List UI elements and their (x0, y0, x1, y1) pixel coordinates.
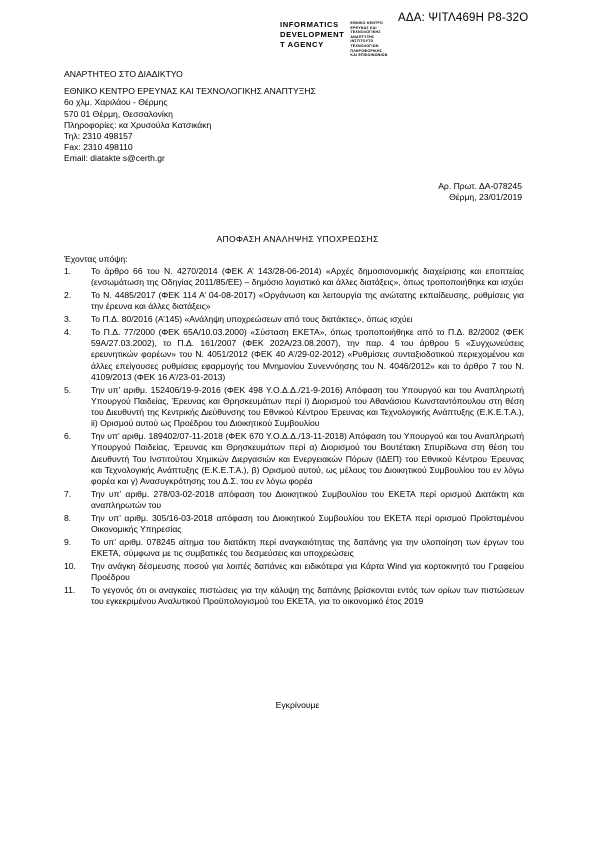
fax: Fax: 2310 498110 (64, 142, 133, 153)
item-number: 4. (64, 326, 72, 337)
list-item (64, 327, 524, 383)
item-number: 6. (64, 431, 72, 442)
item-text: Την υπ’ αριθμ. 189402/07-11-2018 (ΦΕΚ 670 Υ.Ο.Δ.Δ./13-11-2018) Απόφαση του Υπουργού και του Αναπληρωτή Υπουργού Παιδείας, Έρευνας και Θρησκευμάτων περί α) Διορισμού του Βουτέτακη Σπυρίδωνα στη θέση του Διευθυντή Του Ινστιτούτου Χημικών Διεργασιών και Ενεργειακών Πόρων (ΙΔΕΠ) του Εθνικού Κέντρου Έρευνας και Τεχνολογικής Ανάπτυξης (Ε.Κ.Ε.Τ.Α.), β) Ορισμού αυτού, ως μέλους του Διοικητικού Συμβουλίου του εν λόγω φορέα και γ) Ανασυγκρότησης του Δ.Σ. του εν λόγω φορέα (91, 431, 524, 487)
logo-line: INFORMATICS (280, 20, 339, 29)
organization-name: ΕΘΝΙΚΟ ΚΕΝΤΡΟ ΕΡΕΥΝΑΣ ΚΑΙ ΤΕΧΝΟΛΟΓΙΚΗΣ ΑΝΑΠΤΥΞΗΣ (64, 86, 316, 97)
item-text: Την υπ’ αριθμ. 278/03-02-2018 απόφαση του Διοικητικού Συμβουλίου του ΕΚΕΤΑ περί ορισμού Διατάκτη και αναπληρωτών του (91, 488, 524, 511)
document-title: ΑΠΟΦΑΣΗ ΑΝΑΛΗΨΗΣ ΥΠΟΧΡΕΩΣΗΣ (216, 234, 379, 244)
considerations-list (64, 266, 524, 609)
list-item (64, 314, 524, 325)
logo-line: DEVELOPMENT (280, 30, 345, 39)
list-item (64, 290, 524, 313)
list-item (64, 537, 524, 560)
sender-header (64, 69, 316, 165)
address-line: 6ο χλμ. Χαριλάου - Θέρμης (64, 97, 168, 108)
item-number: 7. (64, 488, 72, 499)
list-item (64, 385, 524, 430)
logo-line: T AGENCY (280, 40, 324, 49)
ada-code: ΑΔΑ: ΨΙΤΛ469Η Ρ8-32Ο (398, 12, 529, 24)
approval-statement: Εγκρίνουμε (275, 700, 320, 710)
list-item (64, 489, 524, 512)
contact-person: Πληροφορίες: κα Χρυσούλα Κατσικάκη (64, 119, 212, 130)
item-number: 10. (64, 560, 76, 571)
considering-label: Έχοντας υπόψη: (64, 254, 128, 264)
logo-wordmark (280, 20, 344, 50)
item-number: 1. (64, 266, 72, 276)
item-text: Το γεγονός ότι οι αναγκαίες πιστώσεις για την κάλυψη της δαπάνης βρίσκονται εντός των ορίων των πιστώσεων του εγκεκριμένου Αναλυτικού Προϋπολογισμού του ΕΚΕΤΑ, για το οικονομικό έτος 2019 (91, 584, 524, 607)
posted-online-note: ΑΝΑΡΤΗΤΕΟ ΣΤΟ ΔΙΑΔΙΚΤΥΟ (64, 69, 183, 79)
document-date: Θέρμη, 23/01/2019 (449, 192, 522, 203)
item-number: 8. (64, 512, 72, 523)
item-text: Την ανάγκη δέσμευσης ποσού για λοιπές δαπάνες και ειδικότερα για Κάρτα Wind για κορτοκινητό του Γραφείου Προέδρου (91, 560, 524, 583)
item-number: 3. (64, 313, 72, 324)
item-text: Το άρθρο 66 του Ν. 4270/2014 (ΦΕΚ Α’ 143/28-06-2014) «Αρχές δημοσιονομικής διαχείρισης και εποπτείας (ενσωμάτωση της Οδηγίας 2011/85/ΕΕ) – δημόσιο λογιστικό και άλλες διατάξεις», όπως τροποποιήθηκε και ισχύει (91, 266, 524, 288)
logo-fine-print: ΕΘΝΙΚΟ ΚΕΝΤΡΟ ΕΡΕΥΝΑΣ ΚΑΙ ΤΕΧΝΟΛΟΓΙΚΗΣ ΑΝΑΠΤΥΞΗΣ ΙΝΣΤΙΤΟΥΤΟ ΤΕΧΝΟΛΟΓΙΩΝ ΠΛΗΡΟΦΟΡΙΚΗΣ ΚΑΙ ΕΠΙΚΟΙΝΩΝΙΩΝ (350, 21, 388, 58)
protocol-number: Αρ. Πρωτ. ΔΑ-078245 (438, 181, 522, 191)
item-text: Το Π.Δ. 77/2000 (ΦΕΚ 65Α/10.03.2000) «Σύσταση ΕΚΕΤΑ», όπως τροποποιήθηκε από το Π.Δ. 82/2002 (ΦΕΚ 59Α/27.03.2002), το Π.Δ. 161/2007 (ΦΕΚ 202Α/23.08.2007), την παρ. 4 του άρθρου 5 «Συγχωνεύσεις ερευνητικών φορέων» του Ν. 4051/2012 (ΦΕΚ 40 Α’/29-02-2012) «Ρυθμίσεις συνταξιοδοτικού περιεχομένου και άλλες επείγουσες ρυθμίσεις εφαρμογής του Μνημονίου Συνεννόησης του Ν. 4046/2012» και το άρθρο 7 του Ν. 4109/2013 (ΦΕΚ 16 Α’/23-01-2013) (91, 326, 524, 382)
item-number: 11. (64, 584, 76, 595)
item-text: Το Π.Δ. 80/2016 (Α’145) «Ανάληψη υποχρεώσεων από τους διατάκτες», όπως ισχύει (91, 313, 413, 324)
protocol-block (438, 181, 522, 203)
list-item (64, 513, 524, 536)
email: Email: diatakte s@certh.gr (64, 153, 165, 164)
list-item (64, 585, 524, 608)
list-item (64, 266, 524, 289)
list-item (64, 561, 524, 584)
list-item (64, 431, 524, 487)
item-text: Το υπ’ αριθμ. 078245 αίτημα του διατάκτη περί αναγκαιότητας της δαπάνης για την υλοποίηση των έργων του ΕΚΕΤΑ, σύμφωνα με τις συμβατικές του δεσμεύσεις και υποχρεώσεις (91, 536, 524, 559)
item-number: 2. (64, 289, 72, 300)
institute-logo (280, 20, 388, 58)
item-text: Την υπ’ αριθμ. 152406/19-9-2016 (ΦΕΚ 498 Υ.Ο.Δ.Δ./21-9-2016) Απόφαση του Υπουργού και του Αναπληρωτή Υπουργού Παιδείας, Έρευνας και Θρησκευμάτων περί i) Διορισμού του Αθανάσιου Κωνσταντόπουλου στη θέση του Διευθυντή της Κεντρικής Διεύθυνσης του Εθνικού Κέντρου Έρευνας και Τεχνολογικής Ανάπτυξης (Ε.Κ.Ε.Τ.Α.), ii) Ορισμού αυτού ως Προέδρου του Διοικητικού Συμβουλίου (91, 384, 524, 429)
item-number: 9. (64, 536, 72, 547)
telephone: Τηλ: 2310 498157 (64, 130, 133, 141)
item-text: Την υπ’ αριθμ. 305/16-03-2018 απόφαση του Διοικητικού Συμβουλίου του ΕΚΕΤΑ περί ορισμού Προϊσταμένου Οικονομικής Υπηρεσίας (91, 512, 524, 535)
address-line: 570 01 Θέρμη, Θεσσαλονίκη (64, 108, 173, 119)
item-text: Το Ν. 4485/2017 (ΦΕΚ 114 Α’ 04-08-2017) «Οργάνωση και λειτουργία της ανώτατης εκπαίδευσης, ρυθμίσεις για την έρευνα και άλλες διατάξεις» (91, 289, 524, 312)
item-number: 5. (64, 384, 72, 395)
